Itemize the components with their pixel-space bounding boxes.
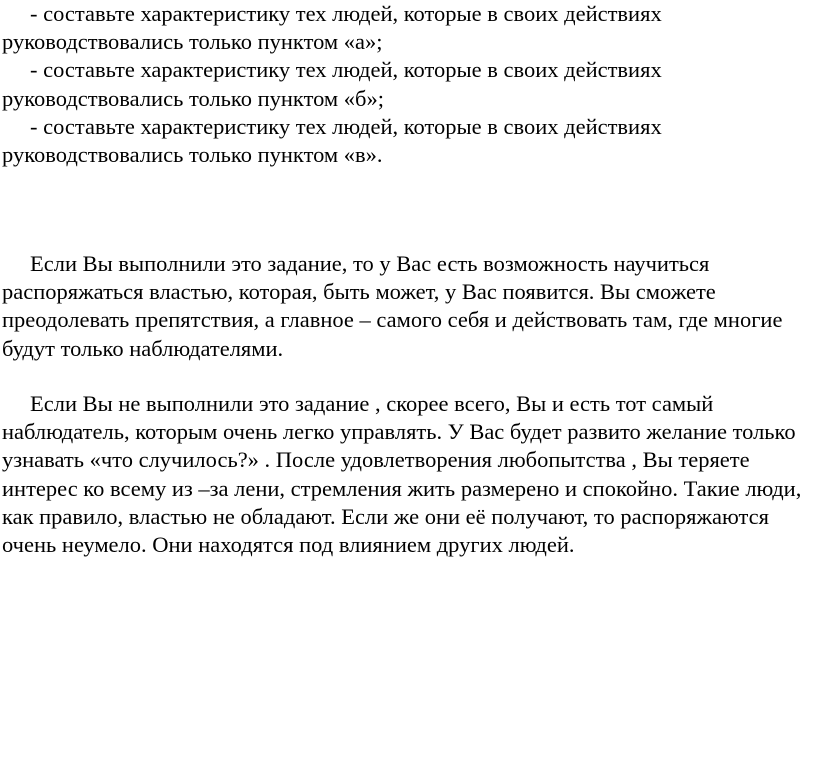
list-item-a: - составьте характеристику тех людей, которые в своих действиях руководствовались только пунктом «а»;: [2, 1, 662, 55]
task-list: [2, 0, 802, 169]
paragraph-text: Если Вы не выполнили это задание , скорее всего, Вы и есть тот самый наблюдатель, которым очень легко управлять. У Вас будет развито желание только узнавать «что случилось?» . После удовлетворения любопытства , Вы теряете интерес ко всему из –за лени, стремления жить размерено и спокойно. Такие люди, как правило, властью не обладают. Если же они её получают, то распоряжаются очень неумело. Они находятся под влиянием других людей.: [2, 391, 802, 558]
list-item-b: - составьте характеристику тех людей, которые в своих действиях руководствовались только пунктом «б»;: [2, 57, 662, 111]
list-item-c: - составьте характеристику тех людей, которые в своих действиях руководствовались только пунктом «в».: [2, 113, 662, 168]
paragraph-text: Если Вы выполнили это задание, то у Вас есть возможность научиться распоряжаться властью, которая, быть может, у Вас появится. Вы сможете преодолевать препятствия, а главное – самого себя и действовать там, где многие будут только наблюдателями.: [2, 251, 783, 361]
paragraph-failure: [2, 390, 802, 559]
paragraph-success: [2, 250, 802, 363]
